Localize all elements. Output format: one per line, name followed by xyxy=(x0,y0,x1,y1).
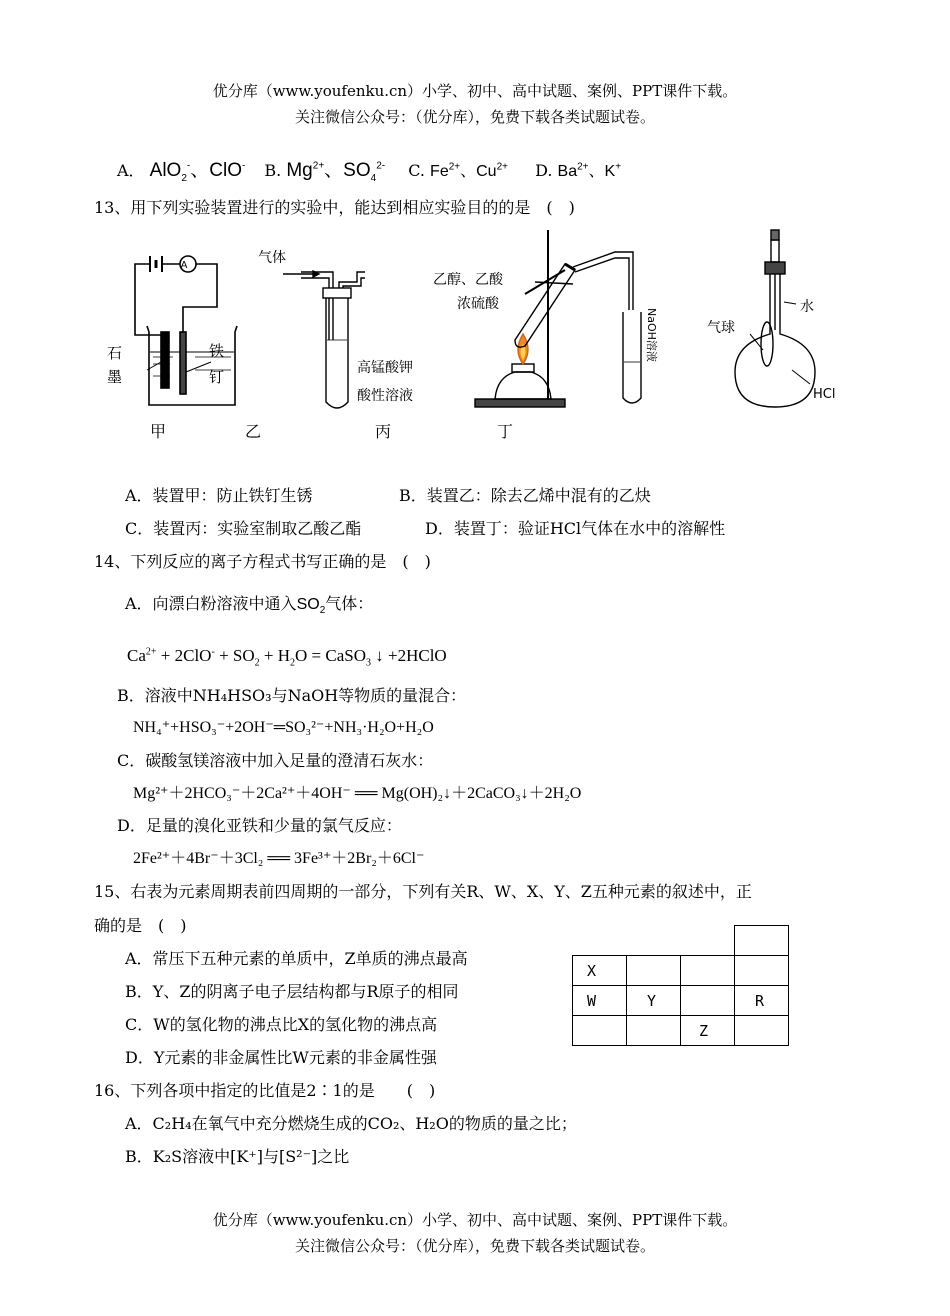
page-footer-line1: 优分库（www.youfenku.cn）小学、初中、高中试题、案例、PPT课件下载。 xyxy=(212,1211,738,1229)
q14-equation-a: $Ca^{2+} + 2ClO^- + SO_2 + H_2O$ = CaSO$_3$ ↓ +2HClO xyxy=(127,646,447,669)
caption-bing: 丙 xyxy=(375,422,392,441)
q13-option-d: D．装置丁：验证HCl气体在水中的溶解性 xyxy=(425,519,726,538)
apparatus-bing xyxy=(475,230,641,407)
jia-nail-label-2: 钉 xyxy=(209,368,225,386)
bing-reagent-label-2: 浓硫酸 xyxy=(457,296,499,312)
page-footer-line2: 关注微信公众号：（优分库），免费下载各类试题试卷。 xyxy=(294,1237,655,1255)
q12-option-d: $Ba^{2+}$、K+ xyxy=(557,161,622,180)
q14-stem: 14、下列反应的离子方程式书写正确的是 ( ) xyxy=(94,552,431,571)
q14-equation-d: 2Fe²⁺＋4Br⁻＋3Cl₂ ══ 3Fe³⁺＋2Br₂＋6Cl⁻ xyxy=(133,850,425,867)
q15-stem-line1: 15、右表为元素周期表前四周期的一部分，下列有关R、W、X、Y、Z五种元素的叙述中，正 xyxy=(94,882,752,901)
jia-nail-label-1: 铁 xyxy=(209,342,225,360)
pt-cell-r: R xyxy=(735,986,789,1016)
q12-options-row xyxy=(117,155,621,182)
q12-option-d-label: D. xyxy=(535,161,553,180)
yi-solution-label-2: 酸性溶液 xyxy=(357,388,413,404)
ammeter-label: A xyxy=(180,260,188,271)
caption-yi: 乙 xyxy=(245,422,262,441)
pt-cell xyxy=(627,956,681,986)
q12-option-c: $Fe^{2+}$、$Cu^{2+}$ xyxy=(430,161,508,180)
q16-option-b: B．K₂S溶液中[K⁺]与[S²⁻]之比 xyxy=(125,1147,350,1166)
pt-cell-y: Y xyxy=(627,986,681,1016)
ding-water-label: 水 xyxy=(800,299,814,315)
periodic-table-fragment xyxy=(572,925,789,1046)
pt-cell-x: X xyxy=(573,956,627,986)
q14-equation-c: Mg²⁺＋2HCO₃⁻＋2Ca²⁺＋4OH⁻ ══ Mg(OH)₂↓＋2CaCO₃↓＋2H₂O xyxy=(133,785,582,802)
q15-option-a: A．常压下五种元素的单质中，Z单质的沸点最高 xyxy=(125,949,468,968)
q13-apparatus-figure xyxy=(95,222,855,452)
q14-option-d: D．足量的溴化亚铁和少量的氯气反应： xyxy=(117,816,402,835)
q12-option-b: $Mg^{2+}$、$SO_4^{2-}$ xyxy=(286,160,386,184)
yi-gas-label: 气体 xyxy=(258,250,286,266)
ding-balloon-label: 气球 xyxy=(707,320,735,336)
q13-stem: 13、用下列实验装置进行的实验中，能达到相应实验目的的是 ( ) xyxy=(94,198,575,217)
q12-option-a: AlO$_2$-、ClO- xyxy=(149,160,246,184)
q14-option-b: B．溶液中NH₄HSO₃与NaOH等物质的量混合： xyxy=(117,686,467,705)
page-header-line1: 优分库（www.youfenku.cn）小学、初中、高中试题、案例、PPT课件下载。 xyxy=(212,82,738,100)
q13-option-c: C．装置丙：实验室制取乙酸乙酯 xyxy=(125,519,362,538)
pt-cell xyxy=(573,1016,627,1046)
pt-cell xyxy=(681,956,735,986)
q13-option-a: A．装置甲：防止铁钉生锈 xyxy=(125,486,313,505)
jia-graphite-label-1: 石 xyxy=(107,344,123,362)
caption-ding: 丁 xyxy=(497,422,514,441)
ding-hcl-label: HCl xyxy=(813,387,836,402)
periodic-row-4 xyxy=(573,1016,789,1046)
pt-cell xyxy=(735,1016,789,1046)
q15-stem-line2: 确的是 ( ) xyxy=(94,916,187,935)
q12-option-c-label: C. xyxy=(408,161,425,180)
pt-cell-top-right xyxy=(735,926,789,956)
pt-cell-empty xyxy=(627,926,681,956)
pt-cell-empty xyxy=(681,926,735,956)
pt-cell-w: W xyxy=(573,986,627,1016)
periodic-row-2 xyxy=(573,956,789,986)
q14-equation-b: NH₄⁺+HSO₃⁻+2OH⁻═SO₃²⁻+NH₃·H₂O+H₂O xyxy=(133,719,434,736)
yi-solution-label-1: 高锰酸钾 xyxy=(357,360,413,376)
periodic-row-3 xyxy=(573,986,789,1016)
q12-option-b-label: B. xyxy=(264,161,282,180)
page-header-line2: 关注微信公众号：（优分库），免费下载各类试题试卷。 xyxy=(294,108,655,126)
q16-option-a: A．C₂H₄在氧气中充分燃烧生成的CO₂、H₂O的物质的量之比； xyxy=(125,1114,577,1133)
q15-option-d: D．Y元素的非金属性比W元素的非金属性强 xyxy=(125,1048,437,1067)
apparatus-yi xyxy=(283,271,365,408)
pt-cell xyxy=(735,956,789,986)
q14-so2: $SO_2$ xyxy=(296,596,326,617)
bing-reagent-label-1: 乙醇、乙酸 xyxy=(433,272,503,288)
apparatus-ding xyxy=(735,230,815,407)
q16-stem: 16、下列各项中指定的比值是2∶1的是 ( ) xyxy=(94,1081,436,1100)
pt-cell xyxy=(627,1016,681,1046)
q14-option-c: C．碳酸氢镁溶液中加入足量的澄清石灰水： xyxy=(117,751,434,770)
caption-jia: 甲 xyxy=(150,422,167,441)
q15-option-b: B．Y、Z的阴离子电子层结构都与R原子的相同 xyxy=(125,982,459,1001)
pt-cell xyxy=(681,986,735,1016)
q13-option-b: B．装置乙：除去乙烯中混有的乙炔 xyxy=(399,486,651,505)
pt-cell-empty xyxy=(573,926,627,956)
bing-naoh-label: NaOH溶液 xyxy=(645,308,658,362)
q14-option-a: A．向漂白粉溶液中通入$SO_2$气体： xyxy=(125,594,374,617)
pt-cell-z: Z xyxy=(681,1016,735,1046)
q12-option-a-label: A． xyxy=(117,161,145,180)
q15-option-c: C．W的氢化物的沸点比X的氢化物的沸点高 xyxy=(125,1015,438,1034)
jia-graphite-label-2: 墨 xyxy=(107,368,123,386)
periodic-row-1 xyxy=(573,926,789,956)
